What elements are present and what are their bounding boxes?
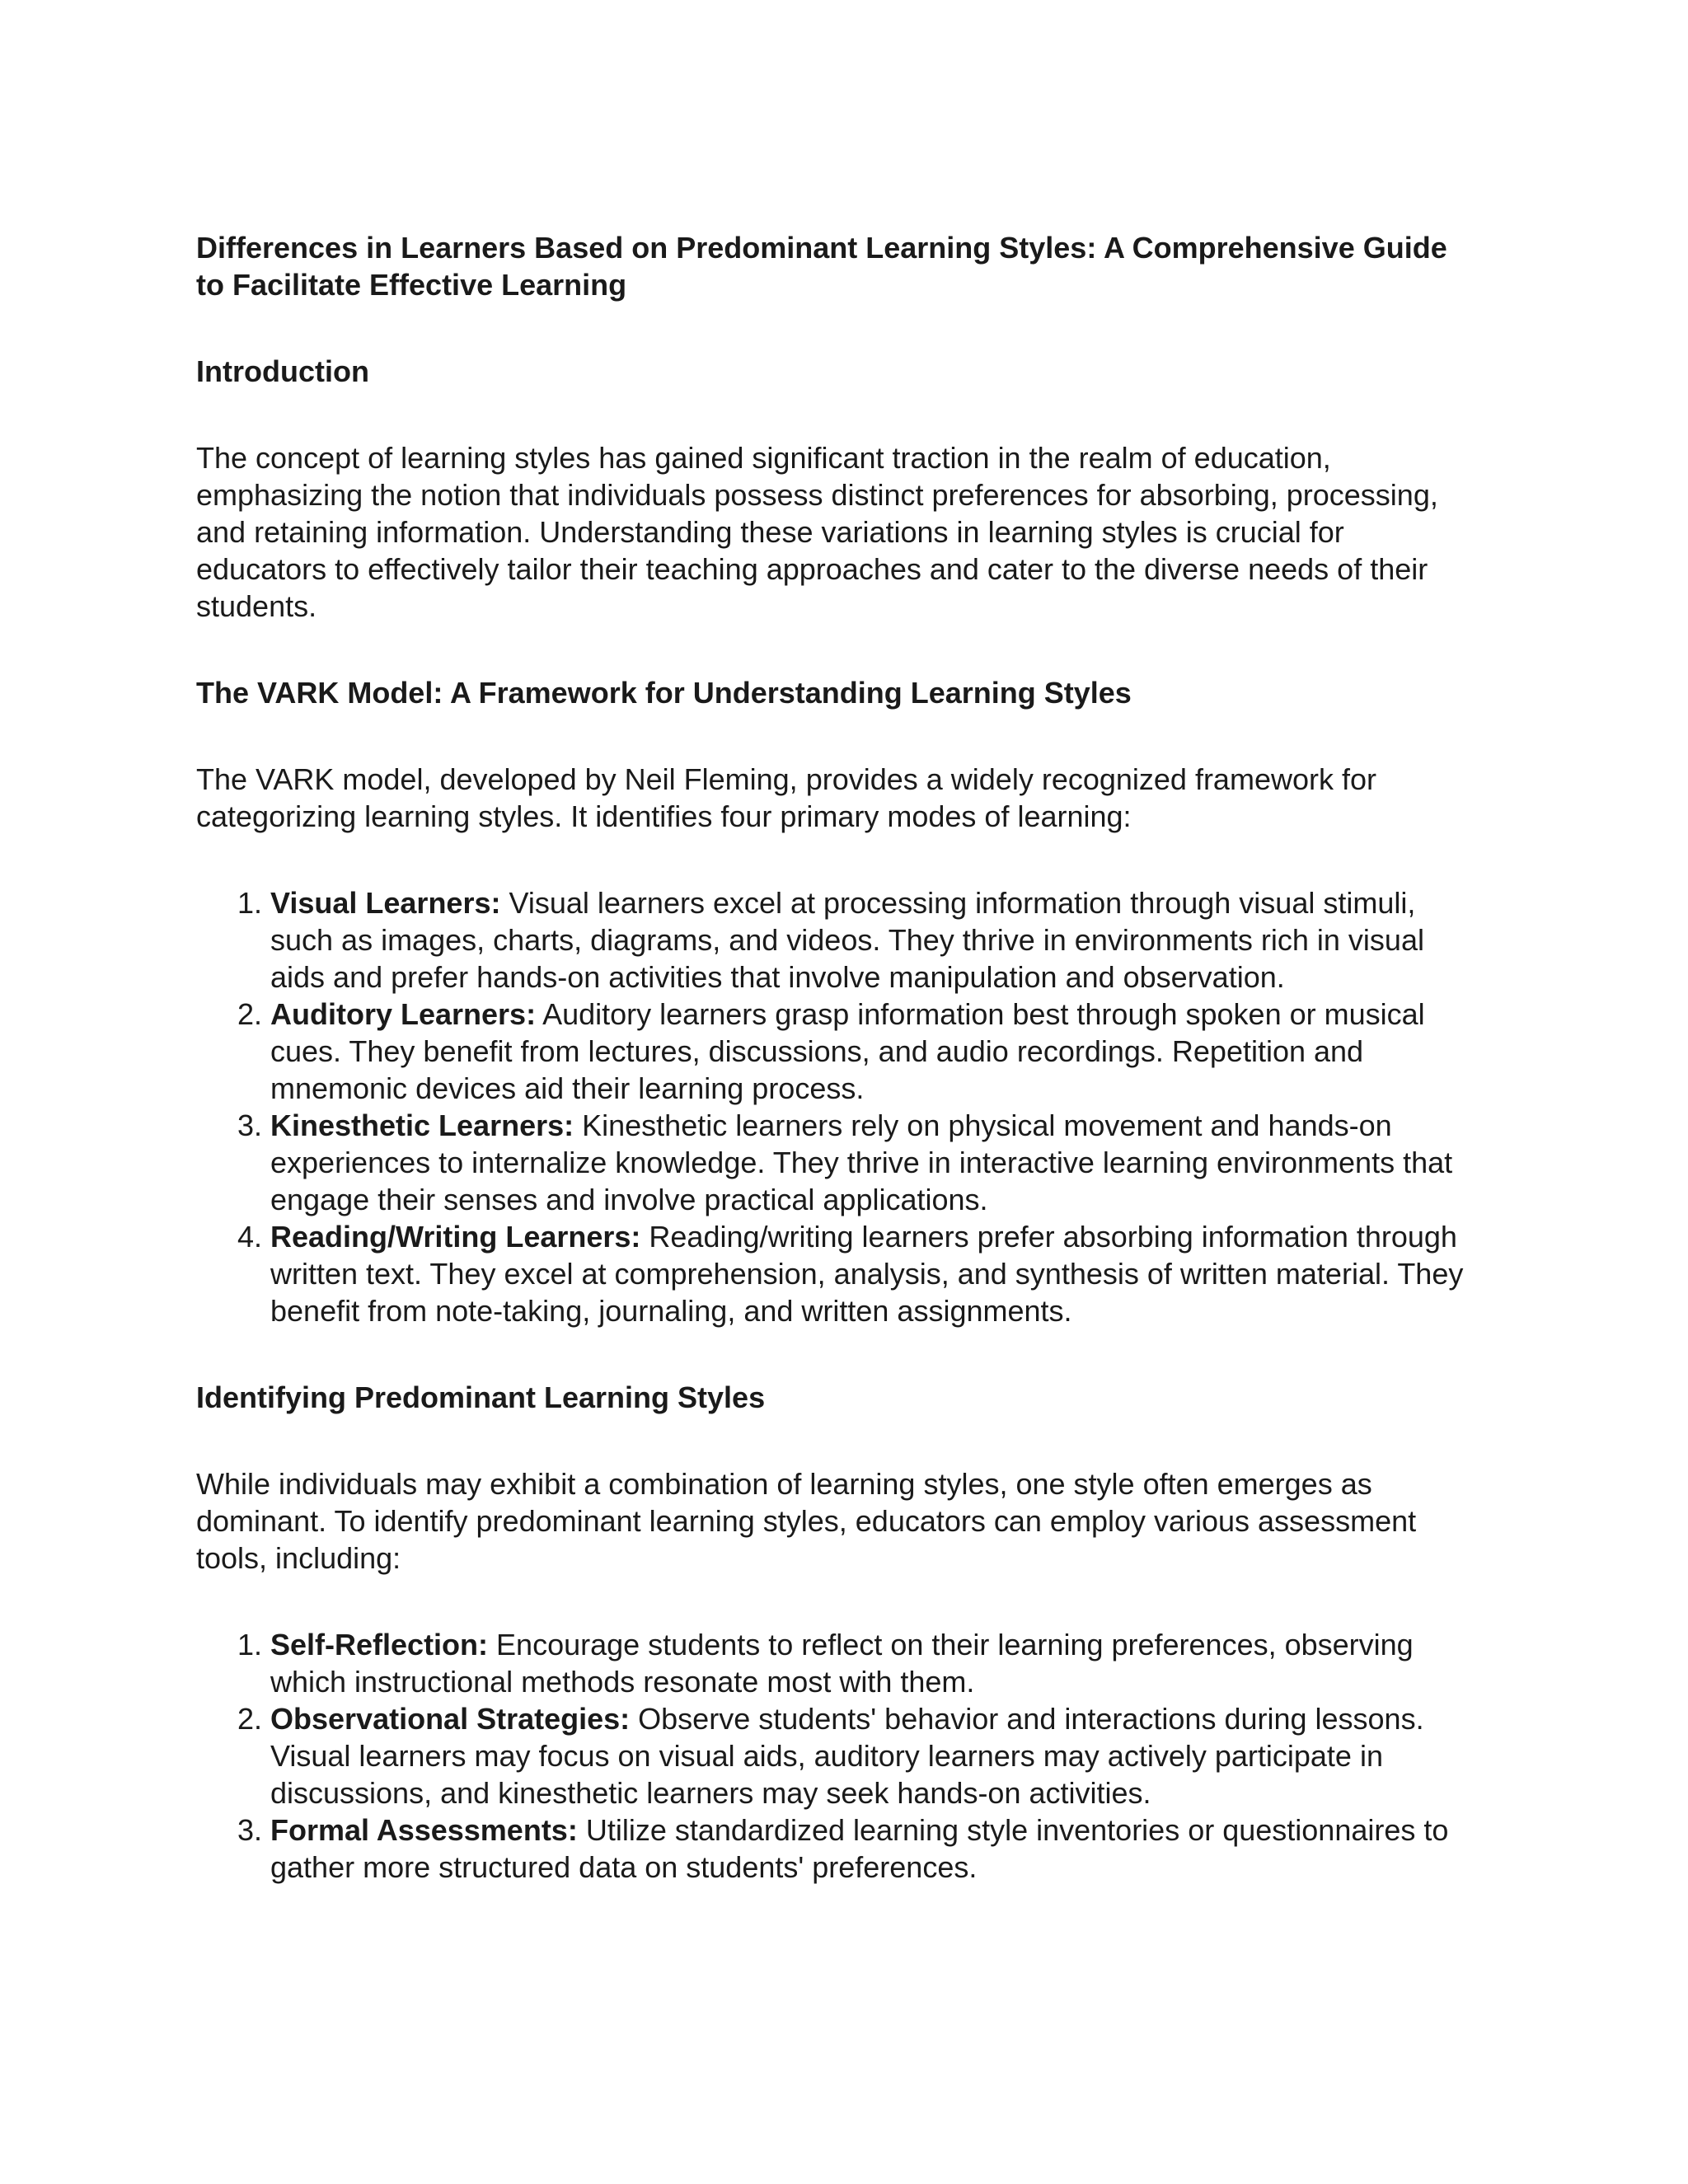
list-item-self-reflection [270,1626,1482,1700]
list-item-text: Reading/writing learners prefer absorbing information through written text. They excel at comprehension, analysis, and synthesis of written material. They benefit from note-taking, journaling, and written assignments. [270,1220,1464,1328]
list-item-text: Encourage students to reflect on their learning preferences, observing which instructional methods resonate most with them. [270,1628,1414,1699]
introduction-paragraph: The concept of learning styles has gained significant traction in the realm of education, emphasizing the notion that individuals possess distinct preferences for absorbing, processing, and retaining information. Understanding these variations in learning styles is crucial for educators to effectively tailor their teaching approaches and cater to the diverse needs of their students. [196,441,1438,623]
list-item-visual [270,884,1482,996]
document-page [196,229,1482,1886]
list-item-term: Self-Reflection: [270,1628,489,1661]
list-item-auditory [270,996,1482,1107]
identifying-paragraph: While individuals may exhibit a combination of learning styles, one style often emerges as dominant. To identify predominant learning styles, educators can employ various assessment tools, including: [196,1467,1417,1575]
list-item-text: Observe students' behavior and interactions during lessons. Visual learners may focus on visual aids, auditory learners may actively participate in discussions, and kinesthetic learners may seek hands-on activities. [270,1702,1424,1810]
list-item-term: Auditory Learners: [270,997,537,1031]
assessment-list [196,1626,1482,1886]
vark-list [196,884,1482,1329]
list-item-text: Kinesthetic learners rely on physical movement and hands-on experiences to internalize knowledge. They thrive in interactive learning environments that engage their senses and involve practical applications. [270,1108,1453,1216]
introduction-heading: Introduction [196,354,369,388]
list-item-formal-assessments [270,1811,1482,1886]
list-item-term: Reading/Writing Learners: [270,1220,641,1254]
list-item-term: Kinesthetic Learners: [270,1108,574,1142]
list-item-text: Visual learners excel at processing information through visual stimuli, such as images, charts, diagrams, and videos. They thrive in environments rich in visual aids and prefer hands-on activities that involve manipulation and observation. [270,886,1424,994]
list-item-term: Formal Assessments: [270,1813,578,1847]
vark-paragraph: The VARK model, developed by Neil Fleming, provides a widely recognized framework for categorizing learning styles. It identifies four primary modes of learning: [196,762,1376,833]
list-item-term: Observational Strategies: [270,1702,631,1736]
vark-heading: The VARK Model: A Framework for Understanding Learning Styles [196,676,1132,710]
list-item-text: Utilize standardized learning style inventories or questionnaires to gather more structured data on students' preferences. [270,1813,1449,1884]
list-item-kinesthetic [270,1107,1482,1218]
list-item-reading-writing [270,1218,1482,1329]
list-item-text: Auditory learners grasp information best through spoken or musical cues. They benefit from lectures, discussions, and audio recordings. Repetition and mnemonic devices aid their learning process. [270,997,1425,1105]
identifying-heading: Identifying Predominant Learning Styles [196,1380,766,1414]
document-title: Differences in Learners Based on Predominant Learning Styles: A Comprehensive Guide to Facilitate Effective Learning [196,231,1447,302]
list-item-observational [270,1700,1482,1811]
list-item-term: Visual Learners: [270,886,501,920]
